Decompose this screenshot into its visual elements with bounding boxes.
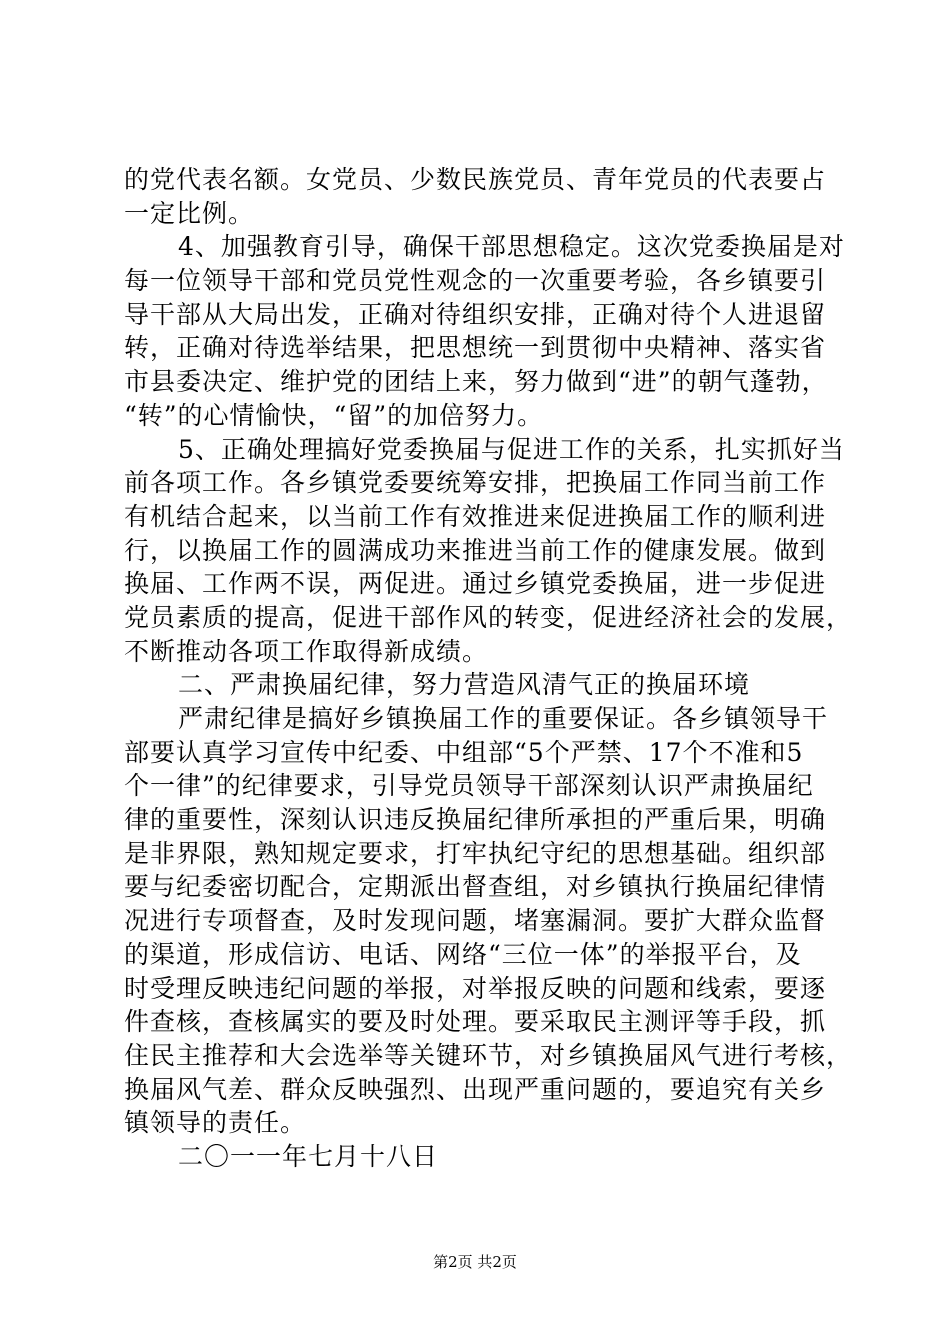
text-line: 换届、工作两不误，两促进。通过乡镇党委换届，进一步促进 (124, 569, 827, 599)
text-line: 部要认真学习宣传中纪委、中组部“5个严禁、17个不准和5 (124, 737, 804, 767)
document-date: 二〇一一年七月十八日 (178, 1141, 439, 1171)
text-line: 严肃纪律是搞好乡镇换届工作的重要保证。各乡镇领导干 (178, 704, 829, 733)
text-line: 的渠道，形成信访、电话、网络“三位一体”的举报平台，及 (124, 939, 802, 969)
text-line: 党员素质的提高，促进干部作风的转变，促进经济社会的发展， (124, 602, 853, 632)
text-line: 件查核，查核属实的要及时处理。要采取民主测评等手段，抓 (124, 1007, 827, 1037)
text-line: “转”的心情愉快，“留”的加倍努力。 (124, 400, 544, 430)
text-line: 不断推动各项工作取得新成绩。 (124, 636, 489, 666)
text-line: 每一位领导干部和党员党性观念的一次重要考验，各乡镇要引 (124, 266, 827, 296)
text-line: 导干部从大局出发，正确对待组织安排，正确对待个人进退留 (124, 299, 827, 329)
text-line: 个一律”的纪律要求，引导党员领导干部深刻认识严肃换届纪 (124, 771, 814, 801)
text-line: 行，以换届工作的圆满成功来推进当前工作的健康发展。做到 (124, 535, 827, 565)
document-body (124, 163, 853, 1174)
text-line: 转，正确对待选举结果，把思想统一到贯彻中央精神、落实省 (124, 333, 827, 363)
text-line: 时受理反映违纪问题的举报，对举报反映的问题和线索，要逐 (124, 973, 827, 1003)
text-line: 律的重要性，深刻认识违反换届纪律所承担的严重后果，明确 (124, 805, 827, 835)
text-line: 是非界限，熟知规定要求，打牢执纪守纪的思想基础。组织部 (124, 838, 827, 868)
text-line: 4、加强教育引导，确保干部思想稳定。这次党委换届是对 (178, 232, 845, 262)
text-line: 要与纪委密切配合，定期派出督查组，对乡镇执行换届纪律情 (124, 872, 827, 902)
text-line: 有机结合起来，以当前工作有效推进来促进换届工作的顺利进 (124, 501, 827, 531)
section-heading: 二、严肃换届纪律，努力营造风清气正的换届环境 (178, 670, 751, 700)
text-line: 换届风气差、群众反映强烈、出现严重问题的，要追究有关乡 (124, 1074, 827, 1104)
text-line: 的党代表名额。女党员、少数民族党员、青年党员的代表要占 (124, 165, 827, 194)
text-line: 镇领导的责任。 (124, 1108, 307, 1138)
text-line: 市县委决定、维护党的团结上来，努力做到“进”的朝气蓬勃， (124, 367, 828, 397)
text-line: 况进行专项督查，及时发现问题，堵塞漏洞。要扩大群众监督 (124, 906, 827, 936)
text-line: 住民主推荐和大会选举等关键环节，对乡镇换届风气进行考核， (124, 1040, 853, 1070)
text-line: 一定比例。 (124, 198, 255, 228)
text-line: 5、正确处理搞好党委换届与促进工作的关系，扎实抓好当 (178, 434, 845, 464)
page-number-footer: 第2页 共2页 (433, 1253, 517, 1271)
text-line: 前各项工作。各乡镇党委要统筹安排，把换届工作同当前工作 (124, 468, 827, 498)
